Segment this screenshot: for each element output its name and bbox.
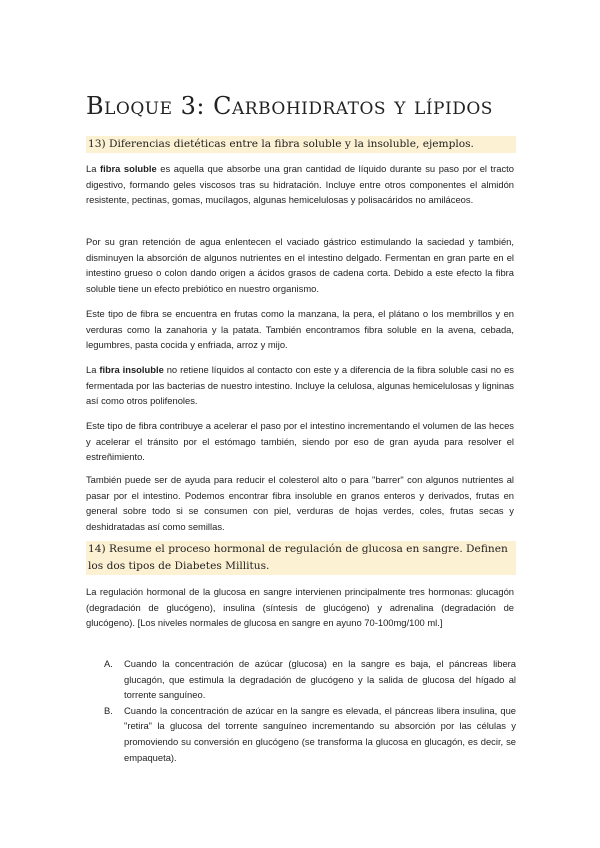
paragraph-fibra-soluble bbox=[86, 161, 514, 208]
paragraph-colesterol: También puede ser de ayuda para reducir el colesterol alto o para "barrer" con algunos nutrientes al pasar por el intestino. Podemos encontrar fibra insoluble en granos enteros y derivados, frutas en general sobre todo si se consumen con piel, verduras de hojas verdes, coles, frutas secas y deshidratadas así como semillas. bbox=[86, 474, 514, 532]
paragraph-body: es aquella que absorbe una gran cantidad de líquido durante su paso por el tracto digestivo, formando geles viscosos tras su hidratación. Incluye entre otros componentes el almidón resistente, pectinas, gomas, mucílagos, algunas hemicelulosas y polisacáridos no amiláceos. bbox=[86, 163, 514, 206]
list-marker: A. bbox=[104, 658, 113, 669]
paragraph-lead: La bbox=[86, 364, 100, 375]
glucose-regulation-list bbox=[104, 656, 516, 765]
paragraph-fibra-insoluble bbox=[86, 362, 514, 409]
term-fibra-insoluble: fibra insoluble bbox=[99, 364, 164, 375]
page-title: Bloque 3: Carbohidratos y lípidos bbox=[86, 92, 493, 120]
paragraph-retencion-agua: Por su gran retención de agua enlentecen el vaciado gástrico estimulando la saciedad y también, disminuyen la absorción de algunos nutrientes en el intestino delgado. Fermentan en gran parte en el intestino grueso o colon dando origen a ácidos grasos de cadena corta. Debido a este efecto la fibra soluble tiene un efecto prebiótico en nuestro organismo. bbox=[86, 236, 514, 294]
paragraph-lead: La bbox=[86, 163, 100, 174]
list-item bbox=[104, 656, 516, 703]
paragraph-body: no retiene líquidos al contacto con este y a diferencia de la fibra soluble casi no es fermentada por las bacterias de nuestro intestino. Incluye la celulosa, algunas hemicelulosas y ligninas así como otros polifenoles. bbox=[86, 364, 514, 407]
list-item-text: Cuando la concentración de azúcar en la sangre es elevada, el páncreas libera insulina, que "retira" la glucosa del torrente sanguíneo incrementando su absorción por las células y promoviendo su conversión en glucógeno (se transforma la glucosa en glucagón, es decir, se empaqueta). bbox=[124, 704, 516, 763]
paragraph-ejemplos-soluble: Este tipo de fibra se encuentra en frutas como la manzana, la pera, el plátano o los membrillos y en verduras como la zanahoria y la patata. También encontramos fibra soluble en la avena, cebada, legumbres, pasta cocida y enfriada, arroz y mijo. bbox=[86, 308, 514, 351]
paragraph-regulacion-hormonal: La regulación hormonal de la glucosa en sangre intervienen principalmente tres hormonas: glucagón (degradación de glucógeno), insulina (síntesis de glucógeno) y adrenalina (degradación de glucógeno). [Los niveles normales de glucosa en sangre en ayuno 70-100mg/100 ml.] bbox=[86, 586, 514, 629]
question-13-heading: 13) Diferencias dietéticas entre la fibra soluble y la insoluble, ejemplos. bbox=[86, 136, 516, 153]
list-item-text: Cuando la concentración de azúcar (glucosa) en la sangre es baja, el páncreas libera glucagón, que estimula la degradación de glucógeno y la salida de glucosa del hígado al torrente sanguíneo. bbox=[124, 658, 516, 701]
list-marker: B. bbox=[104, 704, 113, 716]
question-14-heading: 14) Resume el proceso hormonal de regulación de glucosa en sangre. Definen los dos tipos de Diabetes Millitus. bbox=[86, 541, 516, 575]
paragraph-transito: Este tipo de fibra contribuye a acelerar el paso por el intestino incrementando el volumen de las heces y acelerar el tránsito por el estómago también, siendo por eso de gran ayuda para resolver el estreñimiento. bbox=[86, 420, 514, 463]
term-fibra-soluble: fibra soluble bbox=[100, 163, 157, 174]
list-item bbox=[104, 703, 516, 765]
